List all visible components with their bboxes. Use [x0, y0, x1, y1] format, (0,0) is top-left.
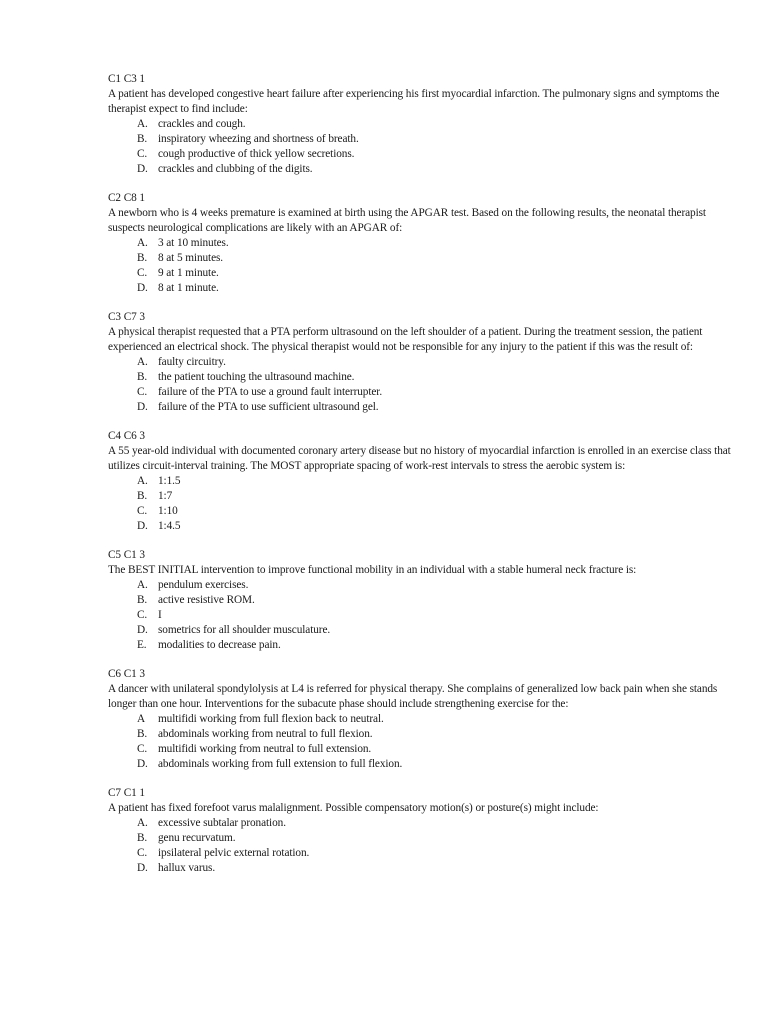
option-letter: C. — [137, 743, 148, 755]
option-letter: C. — [137, 148, 148, 160]
option-text: the patient touching the ultrasound machine. — [158, 371, 355, 383]
option-letter: C. — [137, 386, 148, 398]
option-text: 1:1.5 — [158, 475, 181, 487]
answer-option — [108, 236, 733, 251]
option-text: active resistive ROM. — [158, 594, 255, 606]
question-6 — [108, 667, 733, 772]
option-letter: A. — [137, 475, 148, 487]
answer-option — [108, 608, 733, 623]
option-text: excessive subtalar pronation. — [158, 817, 286, 829]
option-letter: B. — [137, 252, 148, 264]
answer-option — [108, 266, 733, 281]
option-letter: A — [137, 713, 146, 725]
answer-option — [108, 385, 733, 400]
answer-option — [108, 474, 733, 489]
option-letter: B. — [137, 490, 148, 502]
option-letter: D. — [137, 163, 148, 175]
answer-option — [108, 742, 733, 757]
option-text: 8 at 1 minute. — [158, 282, 219, 294]
question-stem: The BEST INITIAL intervention to improve functional mobility in an individual with a stable humeral neck fracture is: — [108, 564, 637, 576]
answer-option — [108, 846, 733, 861]
option-text: abdominals working from neutral to full flexion. — [158, 728, 373, 740]
question-id: C1 C3 1 — [108, 73, 145, 85]
question-2 — [108, 191, 733, 296]
answer-options — [108, 578, 733, 653]
option-text: modalities to decrease pain. — [158, 639, 281, 651]
option-text: inspiratory wheezing and shortness of breath. — [158, 133, 359, 145]
answer-option — [108, 504, 733, 519]
answer-option — [108, 251, 733, 266]
option-letter: B. — [137, 371, 148, 383]
question-7 — [108, 786, 733, 876]
question-stem: A dancer with unilateral spondylolysis at L4 is referred for physical therapy. She complains of generalized low back pain when she stands longer than one hour. Interventions for the subacute phase should include strengthening exercise for the: — [108, 683, 718, 710]
option-text: 1:10 — [158, 505, 178, 517]
option-text: sometrics for all shoulder musculature. — [158, 624, 331, 636]
answer-option — [108, 281, 733, 296]
option-letter: D. — [137, 758, 148, 770]
answer-option — [108, 147, 733, 162]
answer-option — [108, 712, 733, 727]
question-id: C6 C1 3 — [108, 668, 145, 680]
option-letter: B. — [137, 133, 148, 145]
option-text: pendulum exercises. — [158, 579, 249, 591]
option-letter: D. — [137, 520, 148, 532]
option-text: 9 at 1 minute. — [158, 267, 219, 279]
option-text: abdominals working from full extension to full flexion. — [158, 758, 403, 770]
option-text: crackles and cough. — [158, 118, 246, 130]
question-stem: A newborn who is 4 weeks premature is examined at birth using the APGAR test. Based on the following results, the neonatal therapist suspects neurological complications are likely with an APGAR of: — [108, 207, 706, 234]
question-5 — [108, 548, 733, 653]
option-letter: C. — [137, 267, 148, 279]
answer-option — [108, 757, 733, 772]
question-stem: A 55 year-old individual with documented coronary artery disease but no history of myocardial infarction is enrolled in an exercise class that utilizes circuit-interval training. The MOST appropriate spacing of work-rest intervals to stress the aerobic system is: — [108, 445, 731, 472]
answer-options — [108, 816, 733, 876]
option-text: 1:4.5 — [158, 520, 181, 532]
answer-option — [108, 816, 733, 831]
question-4 — [108, 429, 733, 534]
answer-option — [108, 162, 733, 177]
option-letter: C. — [137, 505, 148, 517]
answer-option — [108, 117, 733, 132]
answer-options — [108, 117, 733, 177]
question-id: C2 C8 1 — [108, 192, 145, 204]
document-page — [108, 72, 733, 890]
question-3 — [108, 310, 733, 415]
option-letter: A. — [137, 237, 148, 249]
option-text: 8 at 5 minutes. — [158, 252, 224, 264]
answer-option — [108, 861, 733, 876]
option-letter: A. — [137, 356, 148, 368]
question-id: C4 C6 3 — [108, 430, 145, 442]
question-stem: A patient has fixed forefoot varus malalignment. Possible compensatory motion(s) or posture(s) might include: — [108, 802, 599, 814]
option-text: crackles and clubbing of the digits. — [158, 163, 313, 175]
option-letter: B. — [137, 832, 148, 844]
option-text: ipsilateral pelvic external rotation. — [158, 847, 310, 859]
option-text: I — [158, 609, 162, 621]
answer-options — [108, 236, 733, 296]
option-letter: A. — [137, 817, 148, 829]
option-text: 3 at 10 minutes. — [158, 237, 229, 249]
option-text: cough productive of thick yellow secretions. — [158, 148, 355, 160]
answer-option — [108, 578, 733, 593]
answer-options — [108, 712, 733, 772]
question-id: C7 C1 1 — [108, 787, 145, 799]
option-letter: C. — [137, 609, 148, 621]
question-id: C3 C7 3 — [108, 311, 145, 323]
answer-option — [108, 593, 733, 608]
option-letter: A. — [137, 579, 148, 591]
answer-option — [108, 400, 733, 415]
option-text: multifidi working from full flexion back to neutral. — [158, 713, 384, 725]
option-text: genu recurvatum. — [158, 832, 236, 844]
option-letter: A. — [137, 118, 148, 130]
answer-option — [108, 638, 733, 653]
option-letter: B. — [137, 594, 148, 606]
option-letter: D. — [137, 282, 148, 294]
answer-option — [108, 831, 733, 846]
answer-options — [108, 355, 733, 415]
answer-option — [108, 132, 733, 147]
answer-options — [108, 474, 733, 534]
option-text: 1:7 — [158, 490, 173, 502]
question-id: C5 C1 3 — [108, 549, 145, 561]
option-text: failure of the PTA to use a ground fault interrupter. — [158, 386, 383, 398]
question-stem: A physical therapist requested that a PTA perform ultrasound on the left shoulder of a patient. During the treatment session, the patient experienced an electrical shock. The physical therapist would not be responsible for any injury to the patient if this was the result of: — [108, 326, 703, 353]
option-letter: C. — [137, 847, 148, 859]
answer-option — [108, 355, 733, 370]
answer-option — [108, 370, 733, 385]
option-text: faulty circuitry. — [158, 356, 226, 368]
option-letter: D. — [137, 862, 148, 874]
question-stem: A patient has developed congestive heart failure after experiencing his first myocardial infarction. The pulmonary signs and symptoms the therapist expect to find include: — [108, 88, 720, 115]
option-text: multifidi working from neutral to full extension. — [158, 743, 372, 755]
option-text: failure of the PTA to use sufficient ultrasound gel. — [158, 401, 379, 413]
answer-option — [108, 519, 733, 534]
option-letter: E. — [137, 639, 147, 651]
question-1 — [108, 72, 733, 177]
option-letter: D. — [137, 401, 148, 413]
answer-option — [108, 727, 733, 742]
answer-option — [108, 623, 733, 638]
option-letter: B. — [137, 728, 148, 740]
option-letter: D. — [137, 624, 148, 636]
answer-option — [108, 489, 733, 504]
option-text: hallux varus. — [158, 862, 216, 874]
